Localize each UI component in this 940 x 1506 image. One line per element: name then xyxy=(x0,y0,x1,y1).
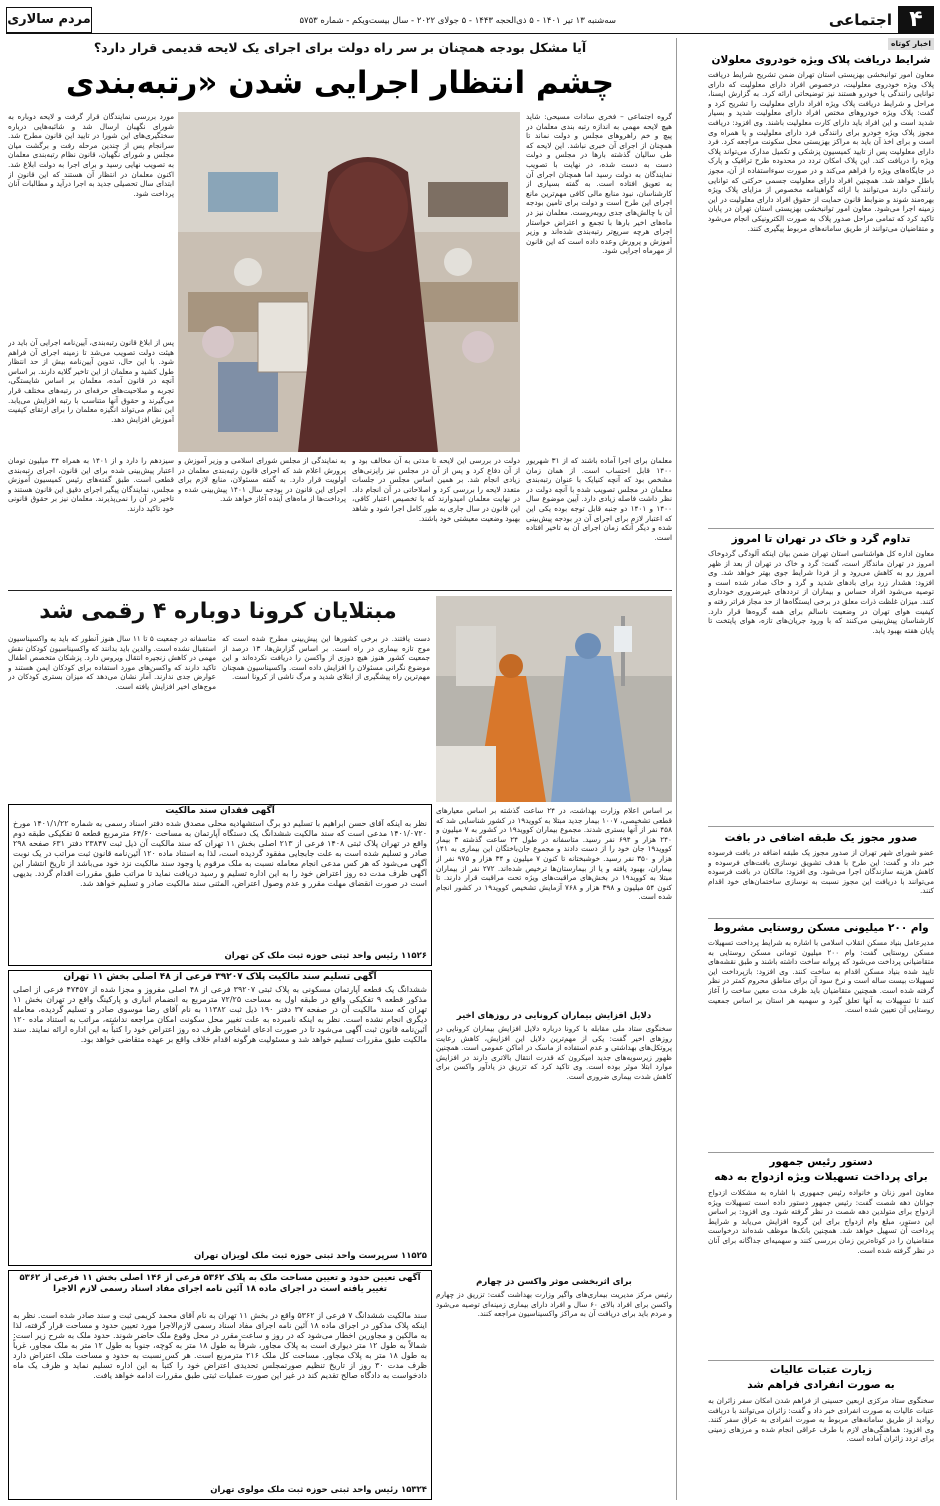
ad-title: آگهی فقدان سند مالکیت xyxy=(165,806,275,816)
story-headline-pilgrimage-1: زیارت عتبات عالیات xyxy=(770,1364,872,1376)
lead-below-col3: به نمایندگی از مجلس شورای اسلامی و وزیر آموزش و پرورش اعلام شد که اجرای قانون رتبه‌بندی معلمان در اولویت قرار دارد. به گفته مسئولان، منابع لازم برای اجرای این قانون در بودجه سال ۱۴۰۱ پیش‌بینی شده و پرداخت‌ها از ماه‌های آینده آغاز خواهد شد. xyxy=(178,456,346,504)
story-headline-marriage-1: دستور رئیس جمهور xyxy=(769,1156,873,1168)
story-headline-dust: تداوم گرد و خاک در تهران تا امروز xyxy=(731,533,911,545)
page-header xyxy=(0,4,940,34)
page-number: ۴ xyxy=(909,7,923,32)
column-divider xyxy=(676,38,677,1500)
ad-signature: ۱۱۵۲۵ سرپرست واحد ثبتی حوزه ثبت ملک لویزان تهران xyxy=(194,1251,427,1261)
sidebar-tag: اخبار کوتاه xyxy=(888,38,934,50)
page-number-box xyxy=(898,6,934,34)
divider xyxy=(708,1360,934,1361)
lead-body-col1: گروه اجتماعی – فخری سادات مسیحی: شاید هیچ لایحه مهمی به اندازه رتبه بندی معلمان در پیچ و خم راهروهای مجلس و دولت نماند تا همچنان از اجرای آن خبری نباشد. این لایحه که طی سالیان گذشته بارها در مجلس و دولت دست به دست شده، در نهایت با تصویب نمایندگان به دولت رسید اما همچنان اجرای آن به تعویق افتاده است. به گفته بسیاری از کارشناسان، نبود منابع مالی کافی مهم‌ترین مانع اجرای این طرح است و دولت برای تامین بودجه آن با چالش‌های جدی روبه‌روست. معلمان نیز در ماه‌های اخیر بارها با تجمع و اعتراض خواستار اجرای هرچه سریع‌تر رتبه‌بندی شده‌اند و وزیر آموزش و پرورش وعده داده است که این قانون از مهرماه اجرایی شود. xyxy=(526,112,672,256)
story-body-marriage: معاون امور زنان و خانواده رئیس جمهوری با اشاره به مشکلات ازدواج جوانان دهه شصت گفت: رئیس جمهور دستور داده است تسهیلات ویژه ازدواج برای متولدین دهه شصت در نظر گرفته شود. وی افزود: بر اساس این دستور، مبلغ وام ازدواج برای این گروه افزایش می‌یابد و شرایط پرداخت آن تسهیل خواهد شد. همچنین بانک‌ها موظف شده‌اند درخواست متقاضیان را در کوتاه‌ترین زمان بررسی کنند و سهمیه‌ای جداگانه برای آنان در نظر گرفته شده است. xyxy=(708,1188,934,1255)
divider xyxy=(708,826,934,827)
lead-body-col2-top: مورد بررسی نمایندگان قرار گرفت و لایحه دوباره به شورای نگهبان ارسال شد و شائبه‌هایی درباره سختگیری‌های این شورا در تایید این قانون مطرح شد. سرانجام پس از چندین مرحله رفت و برگشت میان مجلس و شورای نگهبان، قانون نظام رتبه‌بندی معلمان به تصویب نهایی رسید و برای اجرا به دولت ابلاغ شد. اکنون معلمان در انتظار آن هستند که این قانون از ابتدای سال تحصیلی جدید به اجرا درآید و مطالبات آنان پرداخت شود. xyxy=(8,112,174,198)
lead-below-col1: معلمان برای اجرا آماده باشند که از ۳۱ شهریور ۱۴۰۰ قابل احتساب است. از همان زمان مشخص بود که آنچه کنیا‌یک با عنوان رتبه‌بندی معلمان در مجلس تصویب شده با آنچه دولت در نظر داشت فاصله زیادی دارد. آیین موضوع سال ۱۴۰۰ و ۱۴۰۱ دو جنبه قابل توجه بوده یکی این که اعتبار لازم برای اجرای آن در بودجه پیش‌بینی شده و دیگر آنکه زمان اجرای آن به تاخیر افتاده است. xyxy=(526,456,672,542)
covid-body-col1: بر اساس اعلام وزارت بهداشت، در ۲۴ ساعت گذشته بر اساس معیارهای قطعی تشخیصی، ۱۰۰۷ بیمار جدید مبتلا به کووید۱۹ در کشور شناسایی شد که ۴۵۸ نفر از آنها بستری شدند. مجموع بیماران کووید۱۹ در کشور به ۷ میلیون و ۲۴۰ هزار و ۶۹۴ نفر رسید. متاسفانه در طول ۲۴ ساعت گذشته ۳ بیمار کووید۱۹ جان خود را از دست دادند و مجموع جان‌باختگان این بیماری به ۱۴۱ هزار و ۳۵۰ نفر رسید. خوشبختانه تا کنون ۷ میلیون و ۳۴ هزار و ۹۷۵ نفر از بیماران، بهبود یافته و یا از بیمارستان‌ها ترخیص شده‌اند. ۲۷۲ نفر از بیماران مبتلا به کووید۱۹ در بخش‌های مراقبت‌های ویژه تحت مراقبت قرار دارند. تا کنون ۵۴ میلیون و ۳۹۸ هزار و ۷۶۸ آزمایش تشخیص کووید۱۹ در کشور انجام شده است. xyxy=(436,806,672,902)
ad-signature: ۱۵۳۲۴ رئیس واحد ثبتی حوزه ثبت ملک مولوی تهران xyxy=(210,1485,427,1495)
ad-body: نظر به اینکه آقای حسن ابراهیم با تسلیم دو برگ استشهادیه محلی مصدق شده دفتر اسناد رسمی به شماره ۱۴۰۱/۱/۲۲ مورخ ۱۴۰۱/۰۷۲۰ مدعی است که سند مالکیت ششدانگ یک دستگاه آپارتمان به مساحت ۶۴/۶۰ مترمربع قطعه ۵ تفکیکی طبقه دوم واقع در تهران پلاک ثبتی ۱۴۰۸ فرعی از ۲۱۳ اصلی بخش ۱۱ تهران که سند مالکیت آن ذیل ثبت ۲۳۸۴۷ دفتر ۶۳۱ صفحه ۲۹۸ صادر و تسلیم شده است به علت جابجایی مفقود گردیده است، لذا به استناد ماده ۱۲۰ آئین‌نامه قانون ثبت مراتب در یک نوبت آگهی می‌شود که هر کس مدعی انجام معامله نسبت به ملک مرقوم یا وجود سند مالکیت نزد خود می‌باشد از تاریخ انتشار این آگهی ظرف مدت ده روز اعتراض خود را به این اداره تسلیم و رسید دریافت نماید تا مراتب طبق مقررات اقدام گردد. بدیهی است در صورت انقضای مهلت مقرر و عدم وصول اعتراض، المثنی سند مالکیت صادر و تسلیم خواهد شد. xyxy=(13,819,427,888)
covid-subhead1: دلایل افزایش بیماران کرونایی در روزهای اخیر xyxy=(456,1011,652,1021)
lead-headline: چشم انتظار اجرایی شدن «رتبه‌بندی xyxy=(65,65,615,101)
boundary-survey-ad xyxy=(8,1270,432,1500)
covid-body-col1b: سخنگوی ستاد ملی مقابله با کرونا درباره دلایل افزایش بیماران کرونایی در روزهای اخیر گفت: یکی از مهم‌ترین دلایل این افزایش، کاهش رعایت پروتکل‌های بهداشتی و عدم استفاده از ماسک در اماکن عمومی است. همچنین ظهور زیرسویه‌های جدید امیکرون که قدرت انتقال بالاتری دارند در افزایش موارد ابتلا موثر بوده است. وی تاکید کرد که تزریق دز یادآور واکسن برای کاهش شدت بیماری ضروری است. xyxy=(436,1024,672,1081)
divider xyxy=(708,918,934,919)
lead-kicker: آیا مشکل بودجه همچنان بر سر راه دولت برای اجرای یک لایحه قدیمی قرار دارد؟ xyxy=(93,40,587,55)
dateline: سه‌شنبه ۱۳ تیر ۱۴۰۱ - ۵ ذی‌الحجه ۱۴۴۳ - ۵ جولای ۲۰۲۲ - سال بیست‌ویکم - شماره ۵۷۵۳ xyxy=(299,16,616,26)
section-label: اجتماعی xyxy=(828,11,892,29)
covid-headline: مبتلایان کرونا دوباره ۴ رقمی شد xyxy=(39,599,397,624)
hospital-photo xyxy=(436,596,672,802)
covid-body-col3: متاسفانه در جمعیت ۵ تا ۱۱ سال هنوز آنطور که باید به واکسیناسیون استقبال نشده است. والدین باید بدانند که واکسیناسیون کودکان نقش مهمی در کاهش زنجیره انتقال ویروس دارد. پزشکان متخصص اطفال تاکید دارند که واکسن‌های مورد استفاده برای کودکان ایمن هستند و عوارض جدی ندارند. آمار نشان می‌دهد که میزان بستری کودکان در موج‌های اخیر افزایش یافته است. xyxy=(8,634,216,691)
story-body-plates: معاون امور توانبخشی بهزیستی استان تهران ضمن تشریح شرایط دریافت پلاک ویژه خودروی معلولیت، درخصوص افراد دارای معلولیت که دارای توانایی رانندگی یا خودرو هستند نیز توضیحاتی ارائه کرد. به گزارش ایسنا، مراحل و شرایط دریافت پلاک ویژه افراد دارای معلولیت را تشریح کرد و گفت: پلاک ویژه خودروهای مختص افراد دارای معلولیت شدید و بسیار شدید است و این افراد باید دارای کارت معلولیت باشند. وی افزود: دریافت مجوز پلاک ویژه خودرو برای رانندگی فرد دارای معلولیت و یا همراه وی است و برای اخذ آن باید به مراکز بهزیستی محل سکونت مراجعه کرد. فرد دارای معلولیت پس از تایید کمیسیون پزشکی و تکمیل مدارک می‌تواند پلاک ویژه را دریافت کند. این پلاک امکان تردد در محدوده طرح ترافیک و پارک در جایگاه‌های ویژه را فراهم می‌کند و در صورت سوءاستفاده از آن، مجوز باطل خواهد شد. همچنین افراد دارای معلولیت جسمی حرکتی که توانایی رانندگی دارند می‌توانند با ارائه گواهینامه مخصوص از مزایای پلاک ویژه بهره‌مند شوند و ضوابط قانون حمایت از حقوق افراد دارای معلولیت در این زمینه اجرا می‌شود. معاون امور توانبخشی بهزیستی استان تهران در پایان تاکید کرد که تمامی مراحل صدور پلاک به صورت الکترونیکی انجام می‌شود و متقاضیان می‌توانند از طریق سامانه‌های مربوط پیگیری کنند. xyxy=(708,70,934,233)
ad-body: سند مالکیت ششدانگ ۷ فرعی از ۵۳۶۲ واقع در بخش ۱۱ تهران به نام آقای محمد کریمی ثبت و سند صادر شده است. نظر به اینکه پلاک مذکور در اجرای ماده ۱۸ آئین نامه اجرای مفاد اسناد رسمی لازم‌الاجرا مورد تعیین حدود و مساحت قرار گرفته، لذا به مالکین و مجاورین اخطار می‌شود که در روز و ساعت مقرر در محل وقوع ملک حاضر شوند. حدود ملک به شرح زیر است: شمالاً به طول ۱۲ متر دیواری است به پلاک مجاور، شرقاً به طول ۱۸ متر به کوچه، جنوباً به طول ۱۲ متر به ملک مجاور، غرباً به طول ۱۸ متر به پلاک مجاور. مساحت کل ملک ۲۱۶ مترمربع است. هر کس نسبت به حدود و مساحت ملک اعتراض دارد ظرف مدت ۳۰ روز از تاریخ تنظیم صورتمجلس تحدیدی اعتراض خود را کتباً به این اداره تسلیم نماید و ظرف یک ماه دادخواست به دادگاه صالح تقدیم کند در غیر این صورت عملیات ثبتی طبق مقررات ادامه خواهد یافت. xyxy=(13,1311,427,1380)
story-headline-plates: شرایط دریافت پلاک ویژه خودروی معلولان xyxy=(711,54,931,66)
section-rule xyxy=(8,590,672,591)
story-headline-loan: وام ۲۰۰ میلیونی مسکن روستایی مشروط xyxy=(713,922,929,934)
ad-signature: ۱۱۵۲۶ رئیس واحد ثبتی حوزه ثبت ملک کن تهران xyxy=(224,951,427,961)
lead-below-col4: سیزدهم را دارد و از ۱۴۰۱ به همراه ۴۴ میلیون تومان اعتبار پیش‌بینی شده برای این قانون، اجرای رتبه‌بندی قطعی است. طبق گفته‌های رئیس کمیسیون آموزش مجلس، نمایندگان پیگیر اجرای دقیق این قانون هستند و تاخیر در آن را نمی‌پذیرند. معلمان نیز بر حقوق قانونی خود تاکید دارند. xyxy=(8,456,174,513)
story-headline-pilgrimage-2: به صورت انفرادی فراهم شد xyxy=(747,1379,895,1391)
masthead-logo: مردم سالاری xyxy=(6,7,92,33)
ad-body: ششدانگ یک قطعه آپارتمان مسکونی به پلاک ثبتی ۳۹۲۰۷ فرعی از ۴۸ اصلی مفروز و مجزا شده از ۴۷۴۵۷ فرعی از اصلی مذکور قطعه ۹ تفکیکی واقع در طبقه اول به مساحت ۷۲/۲۵ مترمربع به انضمام انباری و پارکینگ واقع در تهران بخش ۱۱ تهران که سند مالکیت آن در صفحه ۳۷ دفتر ۱۹۰ ذیل ثبت ۱۱۳۸۲ به نام آقای رضا موسوی صادر و تسلیم گردیده، معامله دیگری انجام نشده است. نظر به اینکه نامبرده به علت تغییر محل سکونت امکان مراجعه نداشته، مراتب به استناد ماده ۱۲۰ آئین‌نامه قانون ثبت آگهی می‌شود تا در صورت ادعای اشخاص ظرف ده روز اعتراض خود را کتباً به این اداره ارائه نمایند. سند مالکیت طبق مقررات تسلیم خواهد شد و مسئولیت هرگونه اقدام خلاف واقع بر عهده متقاضی خواهد بود. xyxy=(13,985,427,1044)
lead-below-col2: دولت در بررسی این لایحه تا مدتی به آن مخالف بود و از آن دفاع کرد و پس از آن در مجلس نیز رایزنی‌های زیادی انجام شد. بر همین اساس مجلس در جلسات متعدد لایحه را بررسی کرد و اصلاحاتی در آن انجام داد. در نهایت معلمان امیدوارند که با تخصیص اعتبار کافی، این قانون در سال جاری به طور کامل اجرا شود و شاهد بهبود وضعیت معیشتی خود باشند. xyxy=(352,456,520,523)
lead-body-col2-bottom: پس از ابلاغ قانون رتبه‌بندی، آیین‌نامه اجرایی آن باید در هیئت دولت تصویب می‌شد تا زمینه اجرای آن فراهم شود. با این حال، تدوین آیین‌نامه بیش از حد انتظار طول کشید و معلمان از این تاخیر گلایه دارند. بر اساس آنچه در قانون آمده، معلمان بر اساس شایستگی، تجربه و صلاحیت‌های حرفه‌ای در رتبه‌های مختلف قرار می‌گیرند و حقوق آنها متناسب با رتبه افزایش می‌یابد. این نظام می‌تواند انگیزه معلمان را برای ارتقای کیفیت آموزش افزایش دهد. xyxy=(8,338,174,424)
covid-body-col1c: رئیس مرکز مدیریت بیماری‌های واگیر وزارت بهداشت گفت: تزریق دز چهارم واکسن برای افراد بالای ۶۰ سال و افراد دارای بیماری زمینه‌ای توصیه می‌شود و مردم باید برای دریافت آن به مراکز واکسیناسیون مراجعه کنند. xyxy=(436,1290,672,1319)
ad-title: آگهی تسلیم سند مالکیت پلاک ۳۹۲۰۷ فرعی از ۴۸ اصلی بخش ۱۱ تهران xyxy=(63,972,377,982)
sidebar xyxy=(708,38,934,1500)
deed-delivery-ad xyxy=(8,970,432,1266)
story-body-loan: مدیرعامل بنیاد مسکن انقلاب اسلامی با اشاره به شرایط پرداخت تسهیلات مسکن روستایی گفت: وام ۲۰۰ میلیون تومانی مسکن روستایی به متقاضیانی پرداخت می‌شود که پروانه ساخت داشته باشند و طبق نقشه‌های تایید شده بنیاد مسکن اقدام به ساخت کنند. وی افزود: بازپرداخت این تسهیلات بیست ساله است و نرخ سود آن برای مناطق محروم کمتر در نظر گرفته شده است. همچنین متقاضیان باید ظرف مدت معین ساخت را آغاز کنند تا تسهیلات به آنها تعلق گیرد و سهمیه هر استان بر اساس جمعیت روستایی آن تعیین شده است. xyxy=(708,938,934,1015)
story-headline-floor: صدور مجوز یک طبقه اضافی در بافت xyxy=(724,832,918,844)
header-rule xyxy=(6,33,934,34)
classroom-photo xyxy=(178,112,520,452)
ad-title: آگهی تعیین حدود و تعیین مساحت ملک به پلاک ۵۳۶۲ فرعی از ۱۴۶ اصلی بخش ۱۱ فرعی از ۵۳۶۲ تغییر یافته است در اجرای ماده ۱۸ آئین نامه اجرای مفاد اسناد رسمی لازم الاجرا xyxy=(19,1273,421,1294)
story-body-pilgrimage: سخنگوی ستاد مرکزی اربعین حسینی از فراهم شدن امکان سفر زائران به عتبات عالیات به صورت انفرادی خبر داد و گفت: زائران می‌توانند با دریافت روادید از طریق سامانه‌های مربوط به صورت انفرادی به عراق سفر کنند. وی افزود: هماهنگی‌های لازم با طرف عراقی انجام شده و مرزهای زمینی برای تردد زائران آماده است. xyxy=(708,1396,934,1444)
story-headline-marriage-2: برای پرداخت تسهیلات ویژه ازدواج به دهه xyxy=(714,1171,928,1183)
covid-subhead2: برای اثربخشی موثر واکسن دز چهارم xyxy=(476,1277,632,1287)
covid-body-col2: دست یافتند. در برخی کشورها این پیش‌بینی مطرح شده است که موج تازه بیماری در راه است. بر اساس گزارش‌ها، ۱۳ درصد از جمعیت کشور هنوز هیچ دوزی از واکسن را دریافت نکرده‌اند و این موضوع نگرانی مسئولان را افزایش داده است. واکسیناسیون همچنان مهم‌ترین راه پیشگیری از ابتلای شدید و مرگ ناشی از کرونا است. xyxy=(222,634,430,682)
divider xyxy=(708,528,934,529)
story-body-dust: معاون اداره کل هواشناسی استان تهران ضمن بیان اینکه آلودگی گردوخاک امروز در تهران ماندگار است، گفت: گرد و خاک در تهران از بعد از ظهر امروز رو به کاهش می‌رود و از فردا شرایط جوی بهتر خواهد شد. وی افزود: هشدار زرد برای بادهای شدید و گرد و خاک صادر شده است و توصیه می‌شود افراد حساس و بیماران از ترددهای غیرضروری خودداری کنند. میزان غلظت ذرات معلق در برخی ایستگاه‌ها از حد مجاز فراتر رفته و کیفیت هوای تهران در وضعیت ناسالم برای همه گروه‌ها قرار دارد. کارشناسان پیش‌بینی می‌کنند که با ورود جریان‌های تازه، هوای پایتخت تا پایان هفته بهبود یابد. xyxy=(708,549,934,635)
divider xyxy=(708,1152,934,1153)
lost-document-ad xyxy=(8,804,432,966)
story-body-floor: عضو شورای شهر تهران از صدور مجوز یک طبقه اضافه در بافت فرسوده خبر داد و گفت: این طرح با هدف تشویق نوسازی بافت‌های فرسوده و کاهش هزینه سازندگان اجرا می‌شود. وی افزود: مالکان در بافت فرسوده می‌توانند با دریافت این مجوز نسبت به نوسازی ساختمان‌های خود اقدام کنند. xyxy=(708,848,934,896)
